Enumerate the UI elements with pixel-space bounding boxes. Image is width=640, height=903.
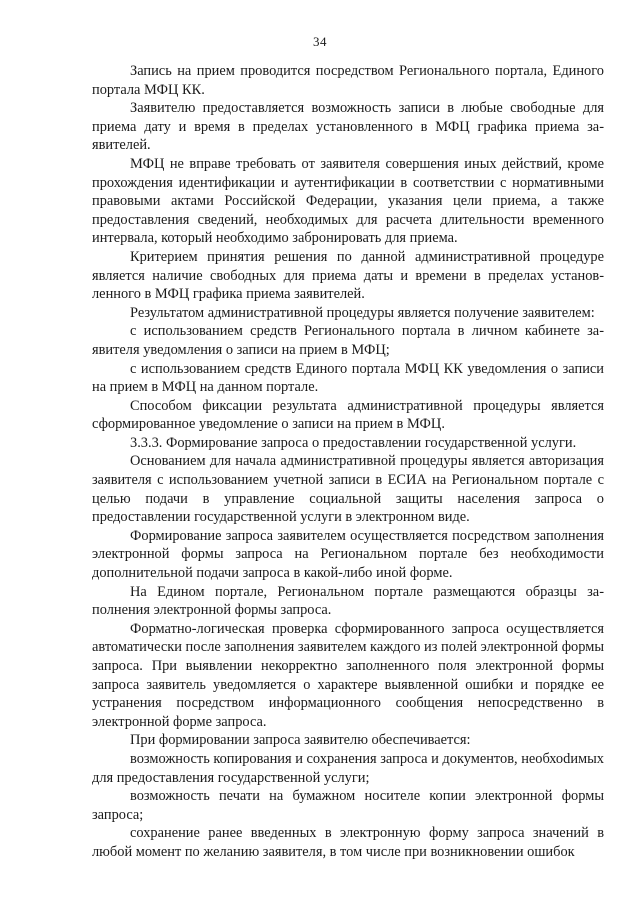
paragraph-request-forming: Формирование запроса заявителем осуществляется посредством заполнения электронной формы запроса на Региональном портале без необходимости дополнительной подачи запроса в какой-либо иной форме. [92, 527, 604, 582]
paragraph-free-slot-booking: Заявителю предоставляется возможность записи в любые свободные для приема дату и время в пределах установленного в МФЦ графика приема заявителей. [92, 100, 604, 154]
list-item-save-values: сохранение ранее введенных в электронную форму запроса значений в любой момент по желанию заявителя, в том числе при возникновении ошибок [92, 825, 604, 860]
paragraph-form-samples: На Едином портале, Региональном портале размещаются образцы заполнения электронной формы запроса. [92, 583, 604, 619]
paragraph-procedure-result: Результатом административной процедуры является получение заявителем: [130, 304, 595, 321]
paragraph-decision-criterion: Критерием принятия решения по данной административной процедуре является наличие свободных для приема даты и времени в пределах установленного в МФЦ графика приема заявителей. [92, 248, 604, 303]
paragraph-mfc-restrictions: МФЦ не вправе требовать от заявителя совершения иных действий, кроме прохождения идентификации и аутентификации в соответствии с нормативными правовыми актами Российской Федерации, указания цели приема, а также предоставления сведений, необходимых для расчета длительности временного интервала, который необходимо забронировать для приема. [92, 155, 604, 247]
body-text [92, 62, 604, 862]
paragraph-format-logic-check: Форматно-логическая проверка сформированного запроса осуществляется автоматически после заполнения заявителем каждого из полей электронной формы запроса. При выявлении некорректно заполненного поля электронной формы запроса заявитель уведомляется о характере выявленной ошибки и порядке ее устранения посредством информационного сообщения непосредственно в электронной форме запроса. [92, 620, 604, 730]
section-heading-3-3-3: 3.3.3. Формирование запроса о предоставлении государственной услуги. [130, 434, 577, 451]
paragraph-applicant-provided: При формировании запроса заявителю обеспечивается: [130, 732, 471, 749]
paragraph-result-fixation: Способом фиксации результата административной процедуры является сформированное уведомление о записи на прием в МФЦ. [92, 397, 604, 433]
paragraph-appointment-booking: Запись на прием проводится посредством Регионального портала, Единого портала МФЦ КК. [92, 63, 604, 98]
paragraph-procedure-basis: Основанием для начала административной процедуры является авторизация заявителя с использованием учетной записи в ЕСИА на Региональном портале с целью подачи в управление социальной защиты населения запроса о предоставлении государственной услуги в электронном виде. [92, 453, 604, 526]
paragraph-unified-portal-notice: с использованием средств Единого портала МФЦ КК уведомления о записи на прием в МФЦ на данном портале. [92, 360, 604, 396]
paragraph-regional-portal-notice: с использованием средств Регионального портала в личном кабинете заявителя уведомления о записи на прием в МФЦ; [92, 323, 604, 358]
list-item-copy-save: возможность копирования и сохранения запроса и документов, необхоdимых для предоставления государственной услуги; [92, 750, 604, 786]
list-item-print-copy: возможность печати на бумажном носителе копии электронной формы запроса; [92, 788, 604, 823]
page-number: 34 [313, 34, 327, 49]
